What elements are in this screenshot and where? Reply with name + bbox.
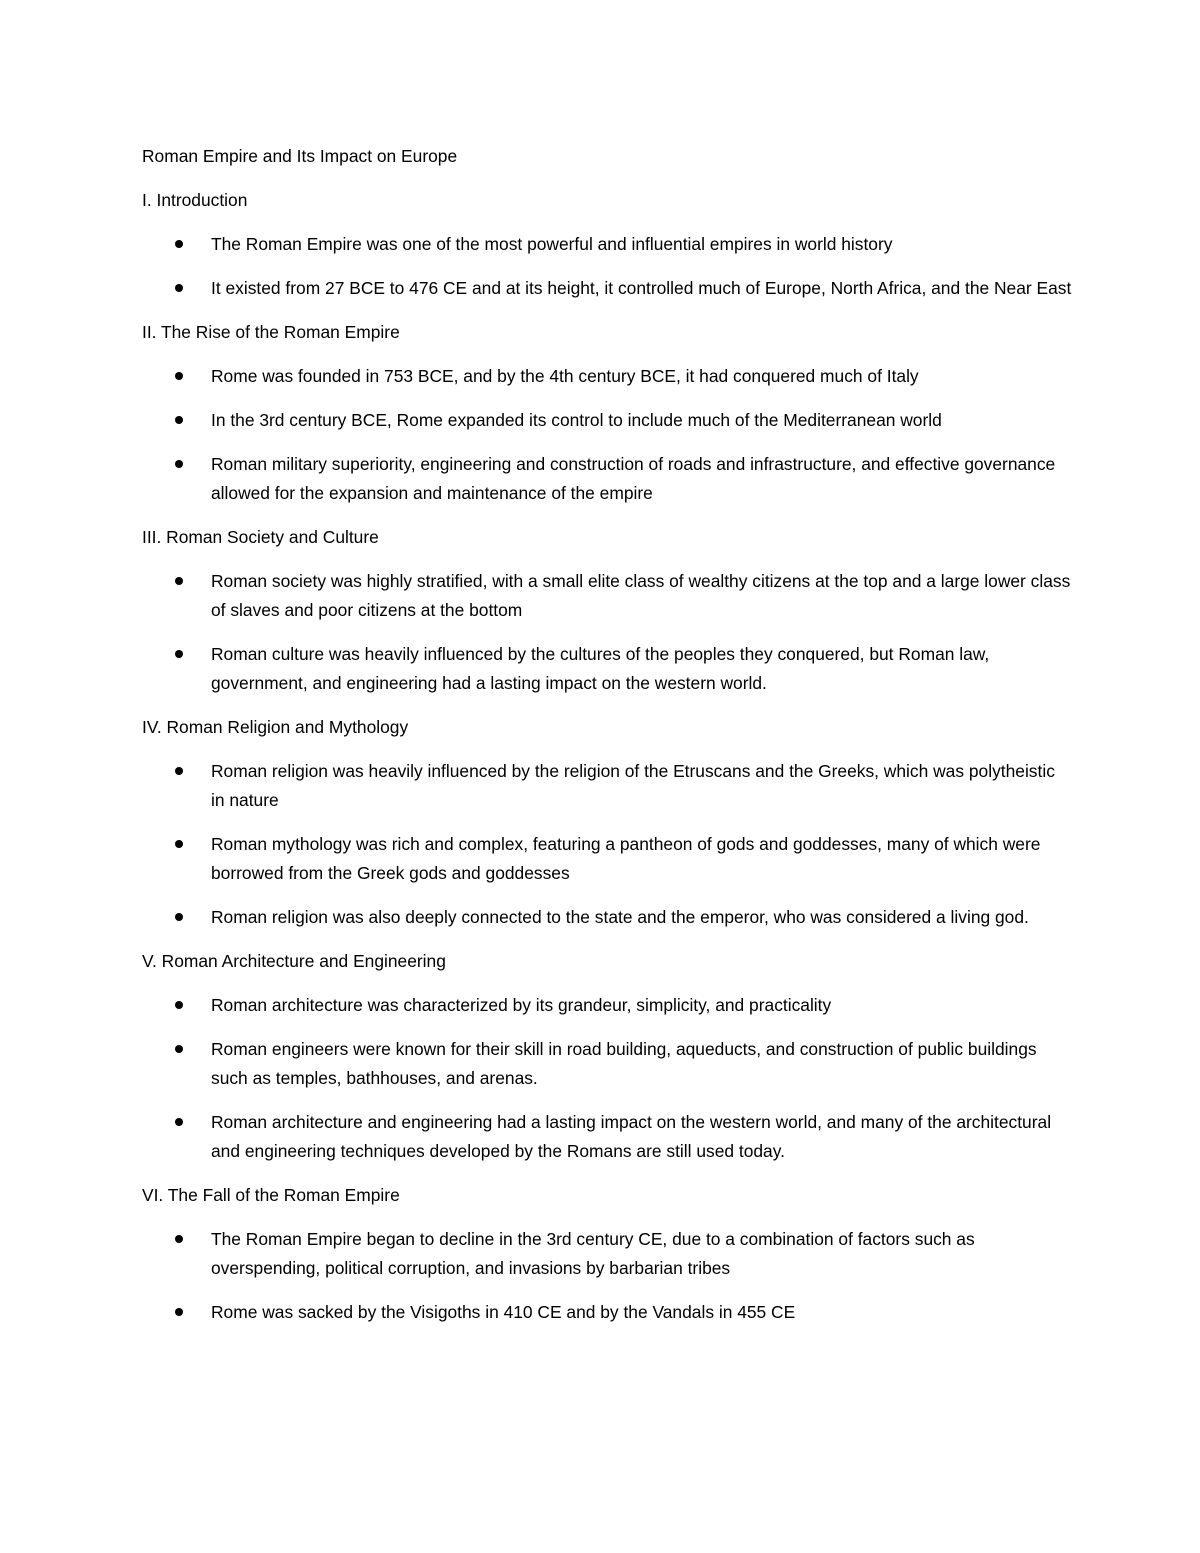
- document-title: Roman Empire and Its Impact on Europe: [142, 146, 458, 166]
- list-item-text: Roman society was highly stratified, with a small elite class of wealthy citizens at the top and a large lower class of slaves and poor citizens at the bottom: [211, 571, 1071, 620]
- list-item-text: Roman mythology was rich and complex, featuring a pantheon of gods and goddesses, many of which were borrowed from the Greek gods and goddesses: [211, 834, 1041, 883]
- list-item: [142, 1298, 1072, 1327]
- list-item: [142, 830, 1072, 888]
- bullet-icon: [175, 650, 183, 658]
- list-item: [142, 274, 1072, 303]
- list-item-text: The Roman Empire was one of the most powerful and influential empires in world history: [211, 234, 893, 254]
- list-item: [142, 640, 1072, 698]
- section-rise-of-empire: [142, 318, 1072, 508]
- list-item: [142, 362, 1072, 391]
- section-introduction: [142, 186, 1072, 303]
- bullet-icon: [175, 840, 183, 848]
- bullet-list: [142, 230, 1072, 303]
- list-item: [142, 903, 1072, 932]
- section-fall-of-empire: [142, 1181, 1072, 1327]
- bullet-icon: [175, 240, 183, 248]
- bullet-icon: [175, 1045, 183, 1053]
- section-heading: III. Roman Society and Culture: [142, 527, 379, 547]
- list-item: [142, 1035, 1072, 1093]
- list-item-text: Roman culture was heavily influenced by the cultures of the peoples they conquered, but Roman law, government, and engineering had a lasting impact on the western world.: [211, 644, 990, 693]
- list-item-text: Roman religion was also deeply connected to the state and the emperor, who was considered a living god.: [211, 907, 1029, 927]
- bullet-icon: [175, 416, 183, 424]
- bullet-list: [142, 757, 1072, 932]
- list-item-text: Roman architecture and engineering had a lasting impact on the western world, and many of the architectural and engineering techniques developed by the Romans are still used today.: [211, 1112, 1052, 1161]
- list-item-text: Roman engineers were known for their skill in road building, aqueducts, and construction of public buildings such as temples, bathhouses, and arenas.: [211, 1039, 1037, 1088]
- list-item: [142, 567, 1072, 625]
- document-body: [142, 142, 1072, 1342]
- list-item: [142, 230, 1072, 259]
- list-item-text: Roman military superiority, engineering and construction of roads and infrastructure, and effective governance allowed for the expansion and maintenance of the empire: [211, 454, 1056, 503]
- list-item: [142, 991, 1072, 1020]
- list-item: [142, 1108, 1072, 1166]
- list-item-text: Roman religion was heavily influenced by the religion of the Etruscans and the Greeks, which was polytheistic in nature: [211, 761, 1055, 810]
- list-item-text: The Roman Empire began to decline in the 3rd century CE, due to a combination of factors such as overspending, political corruption, and invasions by barbarian tribes: [211, 1229, 975, 1278]
- bullet-icon: [175, 1235, 183, 1243]
- list-item-text: In the 3rd century BCE, Rome expanded its control to include much of the Mediterranean world: [211, 410, 942, 430]
- bullet-list: [142, 567, 1072, 698]
- bullet-icon: [175, 460, 183, 468]
- list-item: [142, 406, 1072, 435]
- list-item: [142, 450, 1072, 508]
- bullet-icon: [175, 284, 183, 292]
- bullet-icon: [175, 767, 183, 775]
- section-heading: II. The Rise of the Roman Empire: [142, 322, 400, 342]
- section-heading: V. Roman Architecture and Engineering: [142, 951, 446, 971]
- bullet-icon: [175, 1308, 183, 1316]
- bullet-icon: [175, 372, 183, 380]
- section-heading: I. Introduction: [142, 190, 248, 210]
- section-heading: VI. The Fall of the Roman Empire: [142, 1185, 400, 1205]
- list-item-text: Rome was sacked by the Visigoths in 410 CE and by the Vandals in 455 CE: [211, 1302, 796, 1322]
- bullet-list: [142, 362, 1072, 508]
- section-heading: IV. Roman Religion and Mythology: [142, 717, 409, 737]
- list-item-text: It existed from 27 BCE to 476 CE and at its height, it controlled much of Europe, North Africa, and the Near East: [211, 278, 1072, 298]
- list-item-text: Rome was founded in 753 BCE, and by the 4th century BCE, it had conquered much of Italy: [211, 366, 919, 386]
- bullet-icon: [175, 913, 183, 921]
- bullet-icon: [175, 1001, 183, 1009]
- section-religion-mythology: [142, 713, 1072, 932]
- list-item: [142, 1225, 1072, 1283]
- section-society-culture: [142, 523, 1072, 698]
- list-item: [142, 757, 1072, 815]
- section-architecture-engineering: [142, 947, 1072, 1166]
- list-item-text: Roman architecture was characterized by its grandeur, simplicity, and practicality: [211, 995, 832, 1015]
- bullet-icon: [175, 1118, 183, 1126]
- bullet-list: [142, 991, 1072, 1166]
- bullet-list: [142, 1225, 1072, 1327]
- bullet-icon: [175, 577, 183, 585]
